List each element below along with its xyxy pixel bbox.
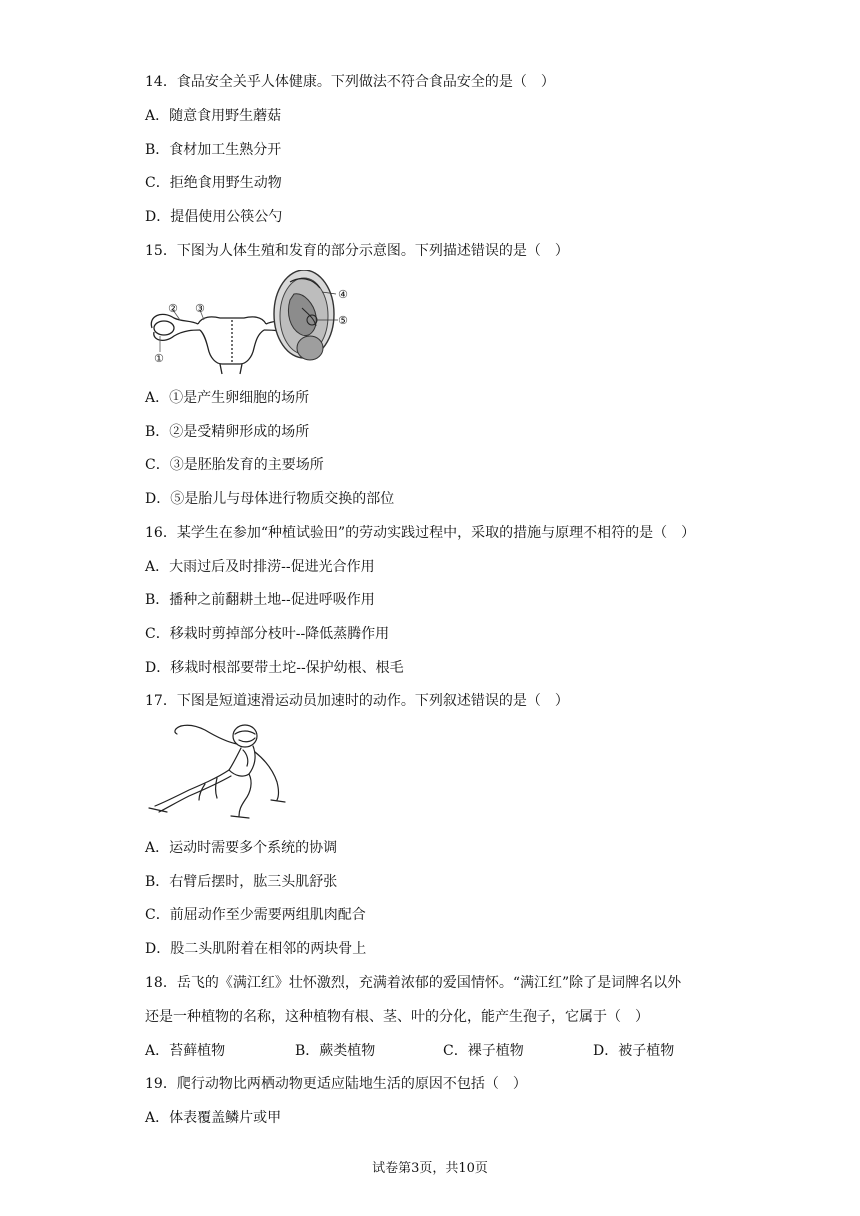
q19-option-a: A．体表覆盖鳞片或甲 [145, 1110, 282, 1126]
q14-option-c: C．拒绝食用野生动物 [145, 175, 282, 191]
q17-stem: 17．下图是短道速滑运动员加速时的动作。下列叙述错误的是（ ） [145, 693, 569, 709]
q14-option-a: A．随意食用野生蘑菇 [145, 108, 282, 124]
q18-stem-line1: 18．岳飞的《满江红》壮怀激烈，充满着浓郁的爱国情怀。“满江红”除了是词牌名以外 [145, 975, 682, 991]
page-footer: 试卷第3页，共10页 [372, 1161, 488, 1176]
q18-stem-line2: 还是一种植物的名称，这种植物有根、茎、叶的分化，能产生孢子，它属于（ ） [145, 1009, 649, 1025]
q15-stem: 15．下图为人体生殖和发育的部分示意图。下列描述错误的是（ ） [145, 243, 569, 259]
q19-stem: 19．爬行动物比两栖动物更适应陆地生活的原因不包括（ ） [145, 1076, 527, 1092]
q15-option-d: D．⑤是胎儿与母体进行物质交换的部位 [145, 491, 395, 507]
q15-option-b: B．②是受精卵形成的场所 [145, 424, 310, 440]
q17-option-c: C．前屈动作至少需要两组肌肉配合 [145, 907, 366, 923]
q18-options-row [145, 1041, 705, 1061]
q14-stem: 14．食品安全关乎人体健康。下列做法不符合食品安全的是（ ） [145, 74, 555, 90]
q17-option-b: B．右臂后摆时，肱三头肌舒张 [145, 874, 338, 890]
reproduction-diagram [140, 270, 370, 378]
reproduction-figure [140, 270, 370, 378]
speed-skater-drawing [145, 720, 295, 822]
q16-stem: 16．某学生在参加“种植试验田”的劳动实践过程中，采取的措施与原理不相符的是（ ） [145, 525, 696, 541]
label-3: ③ [195, 302, 205, 315]
q15-option-a: A．①是产生卵细胞的场所 [145, 390, 310, 406]
label-2: ② [168, 302, 178, 315]
label-4: ④ [338, 288, 348, 301]
q16-option-c: C．移栽时剪掉部分枝叶--降低蒸腾作用 [145, 626, 390, 642]
q14-option-b: B．食材加工生熟分开 [145, 142, 282, 158]
q16-option-b: B．播种之前翻耕土地--促进呼吸作用 [145, 592, 375, 608]
fetus-diagram [274, 270, 334, 360]
q18-option-d: D．被子植物 [593, 1043, 675, 1059]
q17-option-a: A．运动时需要多个系统的协调 [145, 840, 338, 856]
q18-option-b: B．蕨类植物 [295, 1043, 376, 1059]
q18-option-a: A．苔藓植物 [145, 1043, 226, 1059]
label-1: ① [154, 352, 164, 365]
q16-option-d: D．移栽时根部要带土坨--保护幼根、根毛 [145, 660, 404, 676]
q18-option-c: C．裸子植物 [443, 1043, 524, 1059]
speed-skater-figure [145, 720, 295, 822]
q14-option-d: D．提倡使用公筷公勺 [145, 209, 283, 225]
q17-option-d: D．股二头肌附着在相邻的两块骨上 [145, 941, 367, 957]
q15-option-c: C．③是胚胎发育的主要场所 [145, 457, 324, 473]
label-5: ⑤ [338, 314, 348, 327]
q16-option-a: A．大雨过后及时排涝--促进光合作用 [145, 559, 375, 575]
